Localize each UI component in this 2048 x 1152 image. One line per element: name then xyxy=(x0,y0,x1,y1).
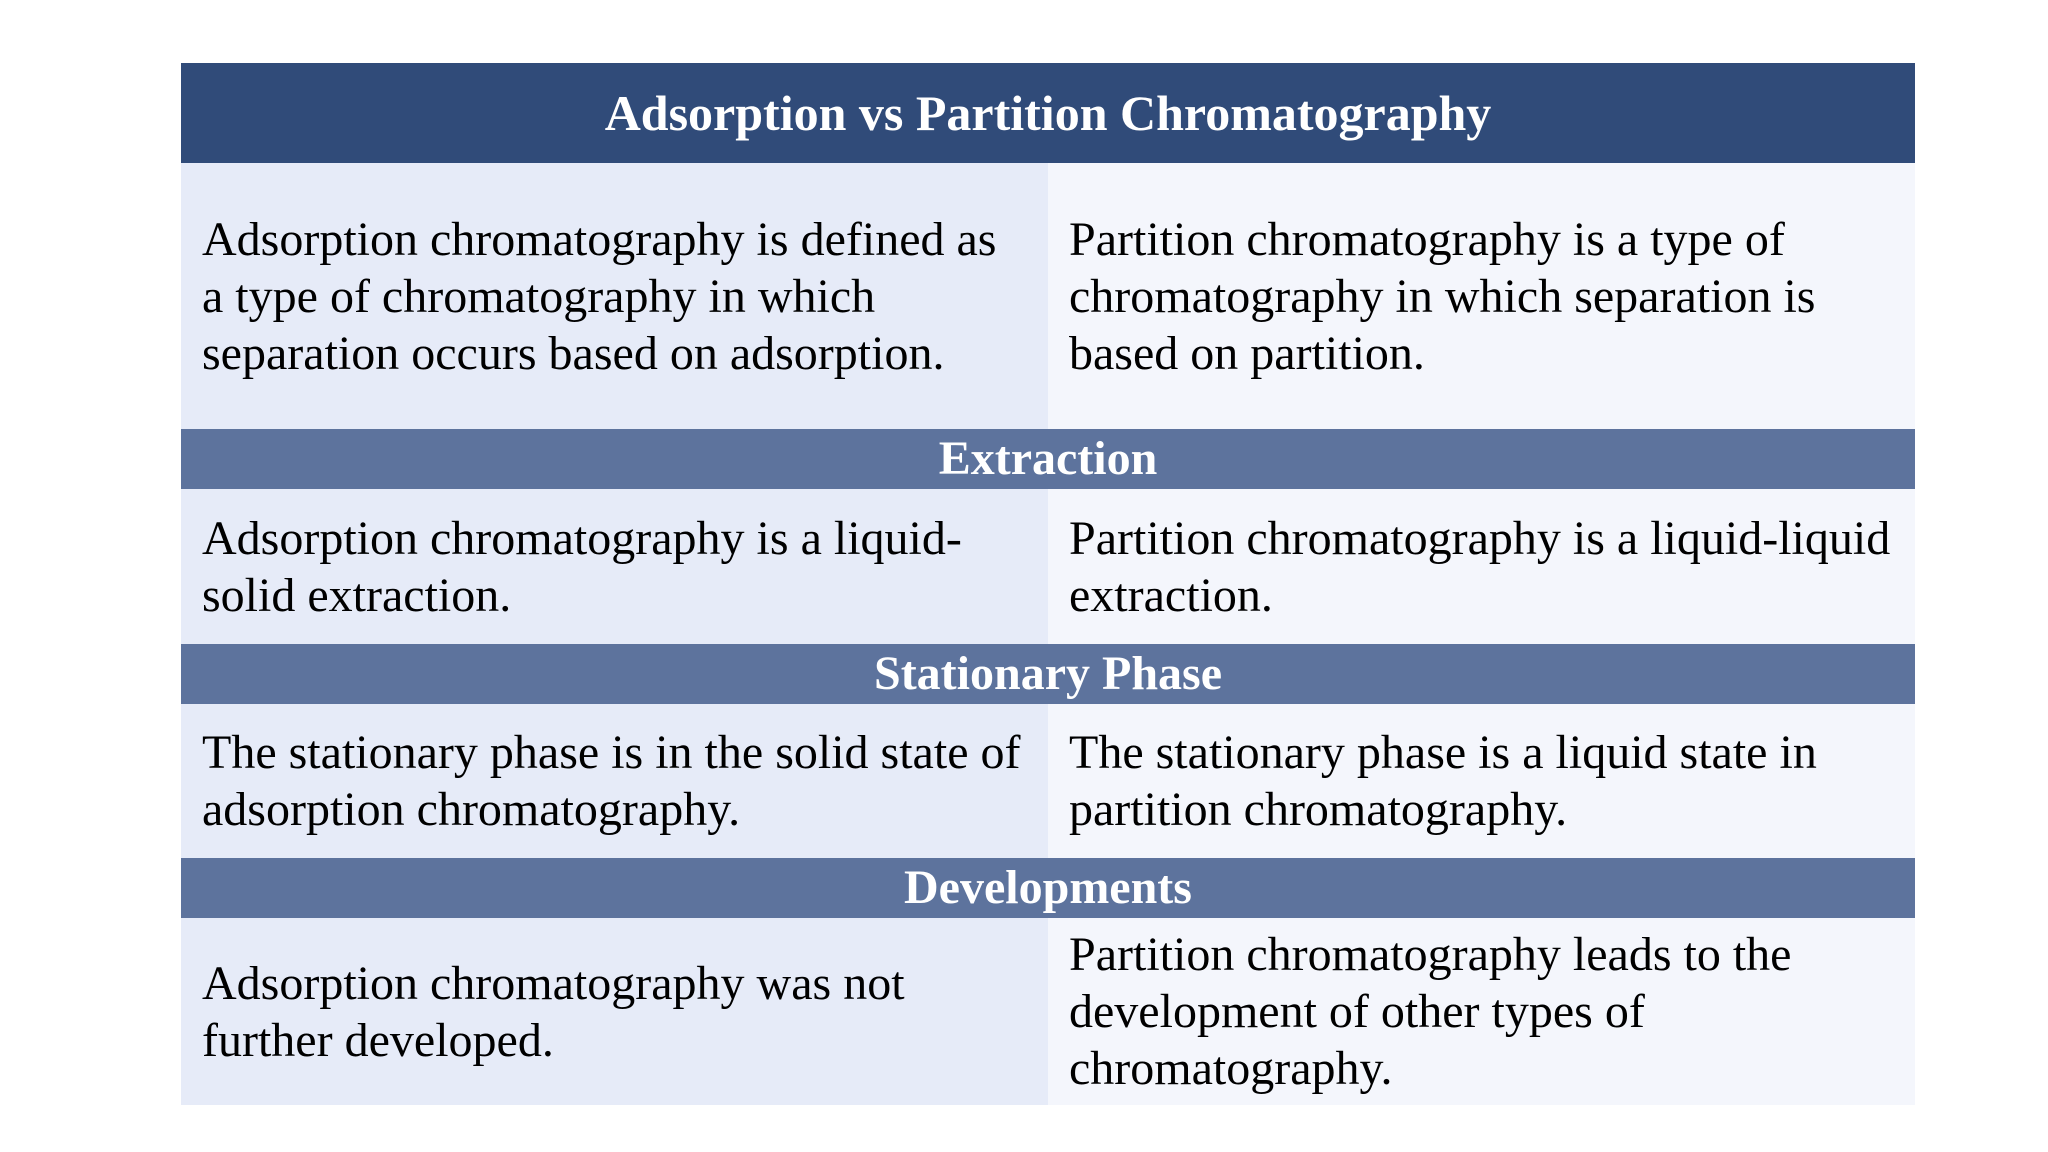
extraction-row xyxy=(181,489,1915,644)
partition-definition-text: Partition chromatography is a type of chromatography in which separation is based on partition. xyxy=(1069,212,1816,380)
partition-developments-text: Partition chromatography leads to the development of other types of chromatography. xyxy=(1069,928,1792,1095)
adsorption-extraction-cell xyxy=(181,489,1048,644)
comparison-table xyxy=(181,63,1915,1105)
adsorption-definition-text: Adsorption chromatography is defined as a type of chromatography in which separation occurs based on adsorption. xyxy=(202,212,997,380)
partition-definition-cell xyxy=(1048,163,1915,429)
table-title: Adsorption vs Partition Chromatography xyxy=(604,85,1492,141)
definition-row xyxy=(181,163,1915,429)
adsorption-developments-text: Adsorption chromatography was not further developed. xyxy=(202,956,905,1067)
partition-stationary-phase-text: The stationary phase is a liquid state in partition chromatography. xyxy=(1069,726,1817,836)
adsorption-definition-cell xyxy=(181,163,1048,429)
section-header-developments xyxy=(181,858,1915,918)
adsorption-stationary-phase-cell xyxy=(181,704,1048,858)
section-header-extraction xyxy=(181,429,1915,489)
partition-developments-cell xyxy=(1048,918,1915,1105)
section-heading: Extraction xyxy=(938,432,1158,485)
section-heading: Developments xyxy=(904,861,1192,914)
partition-stationary-phase-cell xyxy=(1048,704,1915,858)
section-heading: Stationary Phase xyxy=(874,647,1222,700)
table-title-bar xyxy=(181,63,1915,163)
stationary-phase-row xyxy=(181,704,1915,858)
partition-extraction-text: Partition chromatography is a liquid-liquid extraction. xyxy=(1069,511,1891,622)
adsorption-extraction-text: Adsorption chromatography is a liquid-solid extraction. xyxy=(202,511,962,622)
developments-row xyxy=(181,918,1915,1105)
adsorption-developments-cell xyxy=(181,918,1048,1105)
section-header-stationary-phase xyxy=(181,644,1915,704)
partition-extraction-cell xyxy=(1048,489,1915,644)
adsorption-stationary-phase-text: The stationary phase is in the solid state of adsorption chromatography. xyxy=(202,726,1021,836)
